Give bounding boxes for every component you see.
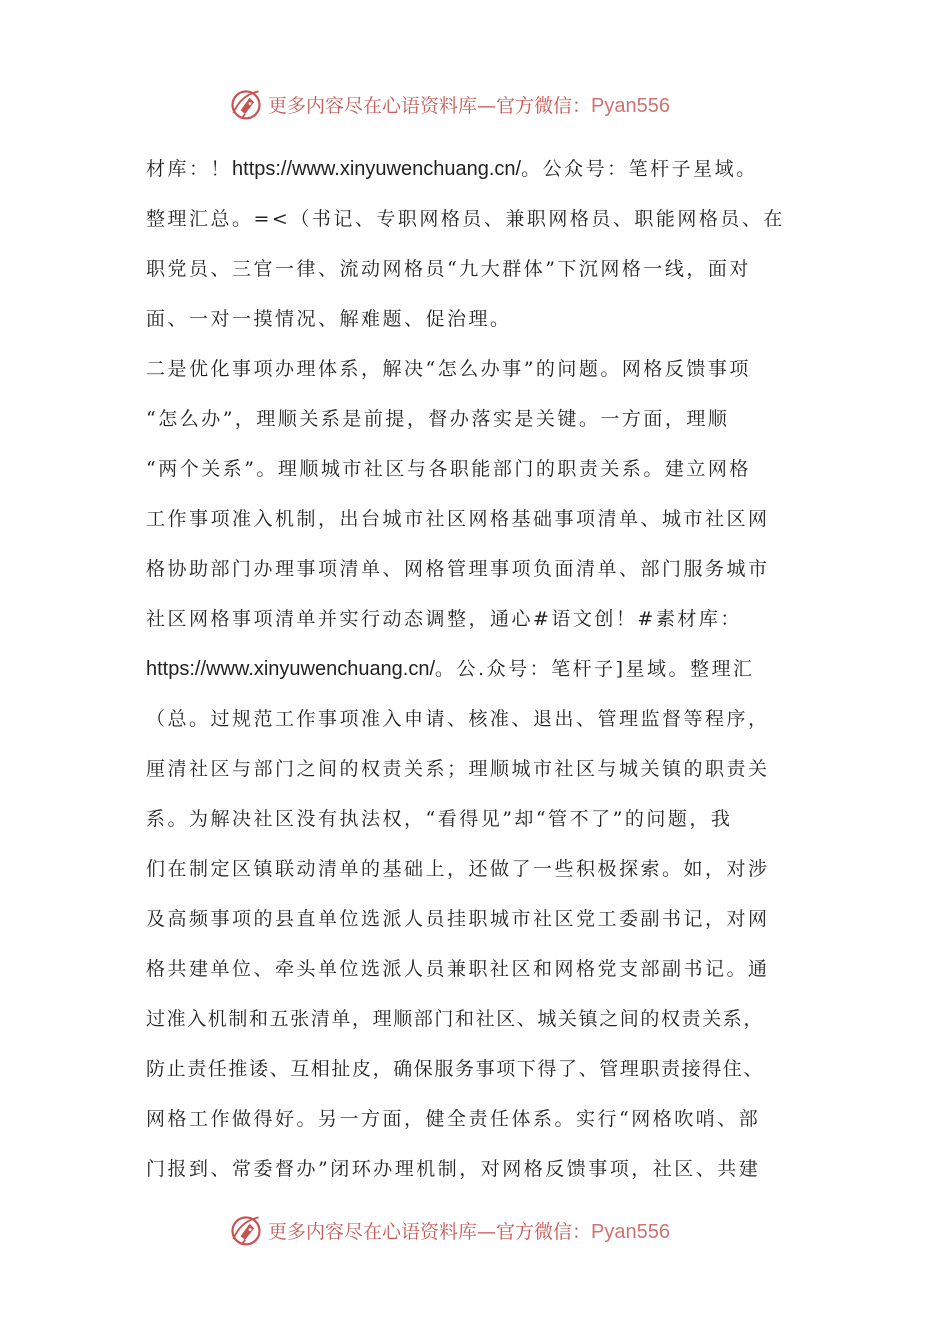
- text-line: 门报到、常委督办”闭环办理机制，对网格反馈事项，社区、共建: [146, 1158, 761, 1180]
- pen-nib-logo-icon: [228, 1212, 264, 1248]
- banner-dash: —: [477, 1220, 497, 1243]
- text-line: （总。过规范工作事项准入申请、核准、退出、管理监督等程序，: [146, 708, 770, 730]
- text-line: https://www.xinyuwenchuang.cn/。公.众号：笔杆子]星域。整理汇: [146, 658, 755, 680]
- banner-text: [268, 1217, 670, 1244]
- text-line: “两个关系”。理顺城市社区与各职能部门的职责关系。建立网格: [146, 458, 751, 480]
- banner-text: [268, 91, 670, 118]
- text-line: 职党员、三官一律、流动网格员“九大群体”下沉网格一线，面对: [146, 258, 751, 280]
- text-line: 二是优化事项办理体系，解决“怎么办事”的问题。网格反馈事项: [146, 358, 751, 380]
- text-line: 工作事项准入机制，出台城市社区网格基础事项清单、城市社区网: [146, 508, 770, 530]
- banner-wechat-id: Pyan556: [591, 1220, 670, 1243]
- pen-nib-logo-icon: [228, 86, 264, 122]
- text-line: 社区网格事项清单并实行动态调整，通心#语文创！#素材库：: [146, 608, 742, 630]
- text-line: 系。为解决社区没有执法权，“看得见”却“管不了”的问题，我: [146, 808, 733, 830]
- document-body: [146, 144, 812, 1194]
- footer-banner: [228, 1210, 728, 1250]
- text-line: 材库：！https://www.xinyuwenchuang.cn/。公众号：笔杆子星域。: [146, 158, 758, 180]
- banner-brand: 更多内容尽在心语资料库: [268, 1220, 478, 1243]
- text-line: 面、一对一摸情况、解难题、促治理。: [146, 308, 512, 330]
- header-banner: [228, 84, 728, 124]
- text-line: 厘清社区与部门之间的权责关系；理顺城市社区与城关镇的职责关: [146, 758, 770, 780]
- url-text: https://www.xinyuwenchuang.cn/: [146, 658, 436, 680]
- banner-dash: —: [477, 94, 497, 117]
- text-line: 过准入机制和五张清单，理顺部门和社区、城关镇之间的权责关系，: [146, 1008, 765, 1030]
- text-line: 格协助部门办理事项清单、网格管理事项负面清单、部门服务城市: [146, 558, 770, 580]
- banner-wechat-id: Pyan556: [591, 94, 670, 117]
- text-line: “怎么办”，理顺关系是前提，督办落实是关键。一方面，理顺: [146, 408, 730, 430]
- text-line: 防止责任推诿、互相扯皮，确保服务事项下得了、管理职责接得住、: [146, 1058, 765, 1080]
- text-line: 整理汇总。=<（书记、专职网格员、兼职网格员、职能网格员、在: [146, 208, 785, 230]
- banner-wechat-label: 官方微信：: [496, 94, 592, 117]
- url-text: https://www.xinyuwenchuang.cn/: [232, 158, 522, 180]
- text-line: 网格工作做得好。另一方面，健全责任体系。实行“网格吹哨、部: [146, 1108, 761, 1130]
- banner-brand: 更多内容尽在心语资料库: [268, 94, 478, 117]
- text-line: 格共建单位、牵头单位选派人员兼职社区和网格党支部副书记。通: [146, 958, 770, 980]
- banner-wechat-label: 官方微信：: [496, 1220, 592, 1243]
- text-line: 及高频事项的县直单位选派人员挂职城市社区党工委副书记，对网: [146, 908, 770, 930]
- text-line: 们在制定区镇联动清单的基础上，还做了一些积极探索。如，对涉: [146, 858, 770, 880]
